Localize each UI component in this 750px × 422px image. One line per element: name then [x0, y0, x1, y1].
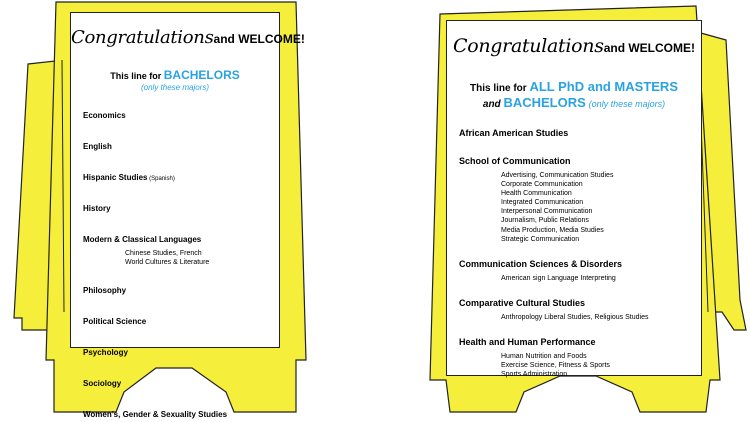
line-highlight: ALL PhD and MASTERS: [529, 79, 678, 94]
major-item: [83, 229, 279, 267]
majors-list: [459, 123, 701, 379]
major-item: [459, 254, 701, 283]
majors-list: [83, 105, 279, 422]
major-name: Modern & Classical Languages: [83, 235, 202, 245]
major-name: Hispanic Studies: [83, 173, 148, 183]
line-subtitle: (only these majors): [588, 99, 666, 109]
major-item: [83, 311, 279, 329]
sub-major-item: Anthropology Liberal Studies, Religious Studies: [501, 313, 649, 321]
major-name: Women’s, Gender & Sexuality Studies: [83, 410, 228, 420]
major-item: [459, 123, 701, 141]
major-item: [459, 332, 701, 379]
major-name: Psychology: [83, 348, 128, 358]
major-name: Political Science: [83, 317, 147, 327]
sub-major-item: Strategic Communication: [501, 235, 580, 243]
sub-major-item: Health Communication: [501, 190, 572, 198]
sign-graduate: [400, 0, 750, 415]
sub-major-item: Exercise Science, Fitness & Sports: [501, 362, 610, 370]
line-subtitle: (only these majors): [140, 83, 210, 93]
sub-major-item: Integrated Communication: [501, 199, 584, 207]
sub-major-item: Journalism, Public Relations: [501, 217, 589, 225]
major-note: (Spanish): [147, 176, 175, 183]
sub-major-item: American sign Language Interpreting: [501, 274, 616, 282]
major-item: [83, 105, 279, 123]
major-name: Philosophy: [83, 286, 127, 296]
congrats-script: Congratulations: [452, 35, 604, 57]
major-name: Sociology: [83, 379, 122, 389]
major-name: English: [83, 142, 112, 152]
sign-card: [70, 12, 305, 420]
sub-major-item: Sports Administration: [501, 371, 568, 379]
sub-major-item: Chinese Studies, French: [125, 250, 202, 258]
congratulations-heading: [447, 35, 701, 57]
major-name: School of Communication: [459, 156, 571, 166]
sign-bachelors: [0, 0, 330, 420]
major-item: [83, 167, 279, 185]
major-item: [83, 373, 279, 391]
major-item: [83, 280, 279, 298]
line-highlight: BACHELORS: [163, 68, 240, 82]
line-highlight-2: BACHELORS: [503, 95, 586, 110]
sub-major-list: [125, 249, 279, 267]
welcome-text: and WELCOME!: [213, 32, 305, 46]
major-item: [83, 342, 279, 360]
sub-major-item: Advertising, Communication Studies: [501, 172, 614, 179]
major-item: [459, 293, 701, 322]
congrats-script: Congratulations: [71, 27, 214, 48]
major-item: [83, 136, 279, 154]
sub-major-item: Interpersonal Communication: [501, 208, 593, 216]
welcome-text: and WELCOME!: [603, 41, 696, 55]
major-name: Comparative Cultural Studies: [459, 297, 586, 308]
major-item: [83, 198, 279, 216]
major-name: Communication Sciences & Disorders: [459, 258, 623, 269]
line-heading: This line for ALL PhD and MASTERS and BACHELORS (only these majors): [470, 79, 678, 110]
sign-card: [446, 20, 702, 379]
major-name: African American Studies: [459, 128, 569, 138]
sub-major-item: World Cultures & Literature: [125, 259, 210, 267]
line-heading: This line for BACHELORS (only these majors): [110, 68, 240, 93]
sub-major-list: [501, 313, 701, 322]
sub-major-list: [501, 352, 701, 379]
sub-major-list: [501, 274, 701, 283]
major-item: [459, 151, 701, 244]
major-name: Economics: [83, 111, 126, 121]
major-item: [83, 404, 279, 422]
sub-major-list: [501, 171, 701, 244]
sub-major-item: Media Production, Media Studies: [501, 226, 604, 234]
major-name: Health and Human Performance: [459, 336, 596, 347]
congratulations-heading: [71, 27, 305, 48]
sub-major-item: Human Nutrition and Foods: [501, 352, 587, 360]
major-name: History: [83, 204, 111, 214]
sub-major-item: Corporate Communication: [501, 181, 583, 189]
